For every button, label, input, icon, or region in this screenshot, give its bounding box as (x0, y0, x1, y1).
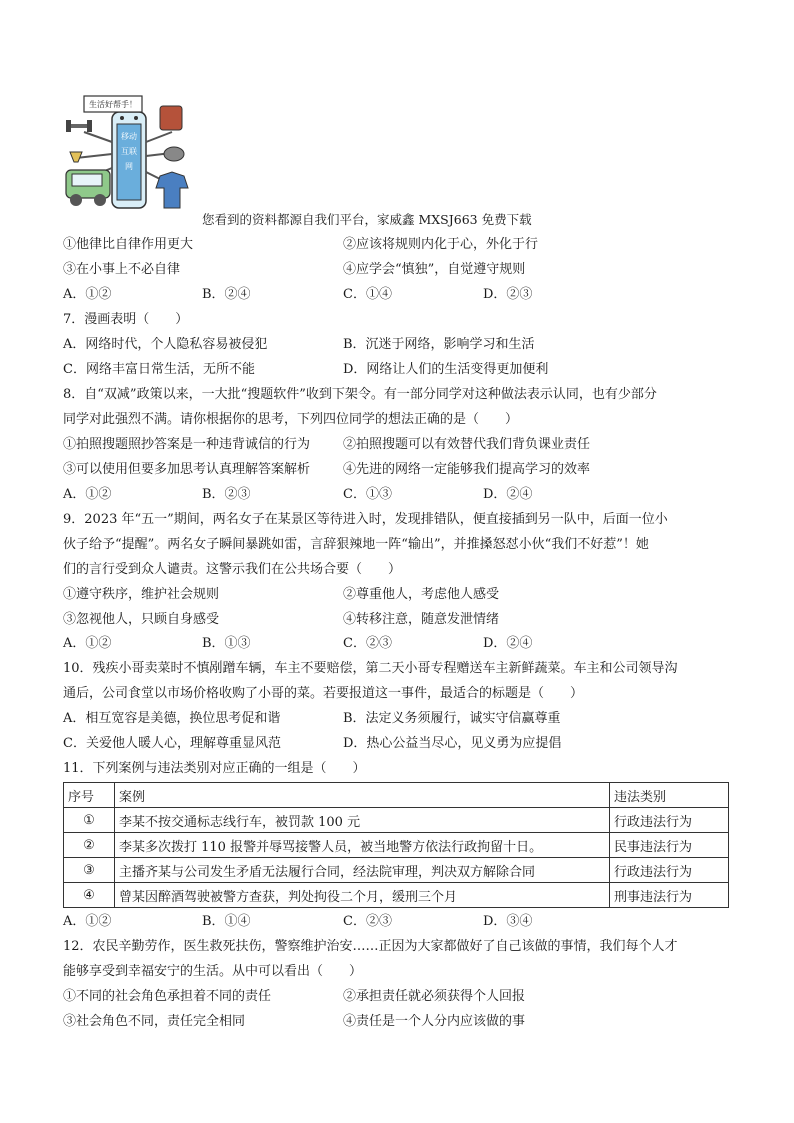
q6-option-2: ②应该将规则内化于心，外化于行 (343, 237, 539, 252)
q9-choice-c: C．②③ (343, 636, 392, 651)
q8-choice-a: A．①② (63, 487, 112, 502)
q9-option-1: ①遵守秩序，维护社会规则 (63, 587, 220, 602)
row-index: ④ (64, 883, 115, 908)
row-index: ① (64, 808, 115, 833)
q12-option-4: ④责任是一个人分内应该做的事 (343, 1014, 526, 1029)
header-category: 违法类别 (610, 783, 729, 808)
q7-choice-b: B．沉迷于网络，影响学习和生活 (343, 337, 535, 352)
table-row (64, 883, 729, 908)
svg-text:互联: 互联 (121, 147, 137, 156)
q11-choice-d: D．③④ (483, 914, 533, 929)
q8-choice-b: B．②③ (202, 487, 251, 502)
q8-stem-line-2: 同学对此强烈不满。请你根据你的思考，下列四位同学的想法正确的是（ ） (63, 412, 519, 427)
q10-stem-line-2: 通后，公司食堂以市场价格收购了小哥的菜。若要报道这一事件，最适合的标题是（ ） (63, 686, 584, 701)
q12-stem-line-2: 能够享受到幸福安宁的生活。从中可以看出（ ） (63, 964, 363, 979)
row-category: 刑事违法行为 (610, 883, 729, 908)
svg-text:生活好帮手！: 生活好帮手！ (89, 100, 137, 109)
q11-stem: 11．下列案例与违法类别对应正确的一组是（ ） (63, 761, 366, 776)
row-index: ③ (64, 858, 115, 883)
header-index: 序号 (64, 783, 115, 808)
row-category: 民事违法行为 (610, 833, 729, 858)
row-index: ② (64, 833, 115, 858)
q9-option-3: ③忽视他人，只顾自身感受 (63, 612, 220, 627)
q9-option-2: ②尊重他人，考虑他人感受 (343, 587, 500, 602)
table-header-row (64, 783, 729, 808)
q6-choice-d: D．②③ (483, 287, 533, 302)
svg-text:移动: 移动 (121, 132, 137, 141)
q8-option-3: ③可以使用但要多加思考认真理解答案解析 (63, 462, 311, 477)
q10-choice-a: A．相互宽容是美德，换位思考促和谐 (63, 711, 281, 726)
watermark-text: 您看到的资料都源自我们平台，家威鑫 MXSJ663 免费下载 (202, 212, 532, 227)
q12-option-2: ②承担责任就必须获得个人回报 (343, 989, 526, 1004)
table-row (64, 858, 729, 883)
q9-stem-line-3: 们的言行受到众人谴责。这警示我们在公共场合要（ ） (63, 562, 402, 577)
q9-stem-line-1: 9．2023 年“五一”期间，两名女子在某景区等待进入时，发现排错队，便直接插到另一队中，后面一位小 (63, 512, 668, 527)
row-case: 曾某因醉酒驾驶被警方查获，判处拘役二个月，缓刑三个月 (115, 883, 610, 908)
table-row (64, 808, 729, 833)
q8-choice-c: C．①③ (343, 487, 392, 502)
q11-choice-c: C．②③ (343, 914, 392, 929)
q6-choice-a: A．①② (63, 287, 112, 302)
q7-choice-d: D．网络让人们的生活变得更加便利 (343, 362, 549, 377)
q9-choice-a: A．①② (63, 636, 112, 651)
q11-choice-a: A．①② (63, 914, 112, 929)
q6-option-1: ①他律比自律作用更大 (63, 237, 194, 252)
q9-stem-line-2: 伙子给予“提醒”。两名女子瞬间暴跳如雷，言辞狠辣地一阵“输出”，并推搡怒怼小伙“我们不好惹”！她 (63, 537, 649, 552)
q6-option-3: ③在小事上不必自律 (63, 262, 181, 277)
q8-choice-d: D．②④ (483, 487, 533, 502)
cartoon-illustration (64, 92, 192, 216)
q7-choice-a: A．网络时代，个人隐私容易被侵犯 (63, 337, 268, 352)
q11-choice-b: B．①④ (202, 914, 251, 929)
q7-stem: 7．漫画表明（ ） (63, 312, 189, 327)
table-row (64, 833, 729, 858)
row-case: 主播齐某与公司发生矛盾无法履行合同，经法院审理，判决双方解除合同 (115, 858, 610, 883)
row-category: 行政违法行为 (610, 808, 729, 833)
q9-option-4: ④转移注意，随意发泄情绪 (343, 612, 500, 627)
q12-stem-line-1: 12．农民辛勤劳作，医生救死扶伤，警察维护治安……正因为大家都做好了自己该做的事情，我们每个人才 (63, 939, 678, 954)
q10-choice-c: C．关爱他人暖人心，理解尊重显风范 (63, 736, 281, 751)
q8-option-2: ②拍照搜题可以有效替代我们背负课业责任 (343, 437, 591, 452)
q8-stem-line-1: 8．自“双减”政策以来，一大批“搜题软件”收到下架令。有一部分同学对这种做法表示认同，也有少部分 (63, 387, 657, 402)
q10-choice-d: D．热心公益当尽心，见义勇为应提倡 (343, 736, 562, 751)
q6-choice-c: C．①④ (343, 287, 392, 302)
q7-choice-c: C．网络丰富日常生活，无所不能 (63, 362, 255, 377)
q6-choice-b: B．②④ (202, 287, 251, 302)
row-case: 李某不按交通标志线行车，被罚款 100 元 (115, 808, 610, 833)
q12-option-3: ③社会角色不同，责任完全相同 (63, 1014, 246, 1029)
q6-option-4: ④应学会“慎独”，自觉遵守规则 (343, 262, 526, 277)
q8-option-4: ④先进的网络一定能够我们提高学习的效率 (343, 462, 591, 477)
svg-text:网: 网 (125, 162, 133, 171)
q11-case-table (63, 782, 729, 908)
q10-choice-b: B．法定义务须履行，诚实守信赢尊重 (343, 711, 561, 726)
q12-option-1: ①不同的社会角色承担着不同的责任 (63, 989, 272, 1004)
q8-option-1: ①拍照搜题照抄答案是一种违背诚信的行为 (63, 437, 311, 452)
row-case: 李某多次拨打 110 报警并辱骂接警人员，被当地警方依法行政拘留十日。 (115, 833, 610, 858)
row-category: 行政违法行为 (610, 858, 729, 883)
q10-stem-line-1: 10．残疾小哥卖菜时不慎剐蹭车辆，车主不要赔偿，第二天小哥专程赠送车主新鲜蔬菜。车主和公司领导沟 (63, 661, 678, 676)
q9-choice-d: D．②④ (483, 636, 533, 651)
header-case: 案例 (115, 783, 610, 808)
q9-choice-b: B．①③ (202, 636, 251, 651)
